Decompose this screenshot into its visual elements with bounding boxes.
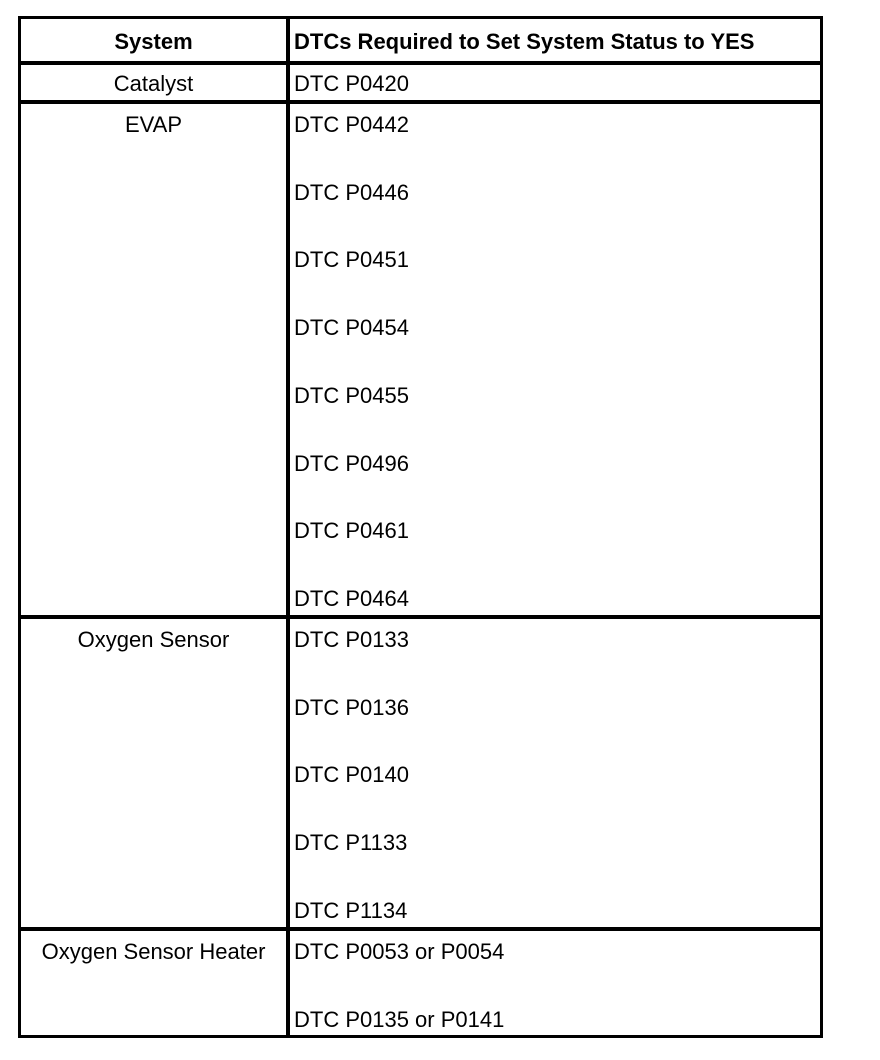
dtc-item: DTC P0496 <box>294 451 409 476</box>
row-separator <box>21 100 820 104</box>
dtc-item: DTC P0053 or P0054 <box>294 939 505 964</box>
dtc-table <box>18 16 823 1038</box>
row-separator <box>21 61 820 65</box>
dtc-item: DTC P0442 <box>294 112 409 137</box>
dtc-item: DTC P0420 <box>294 71 409 96</box>
dtc-item: DTC P0140 <box>294 762 409 787</box>
column-divider <box>286 19 290 1035</box>
header-system: System <box>114 29 193 54</box>
row-separator <box>21 615 820 619</box>
system-oxygen-sensor: Oxygen Sensor <box>77 627 230 652</box>
dtc-item: DTC P0464 <box>294 586 409 611</box>
dtc-item: DTC P1133 <box>294 830 408 855</box>
dtc-item: DTC P0451 <box>294 247 409 272</box>
system-evap: EVAP <box>124 112 183 137</box>
system-oxygen-sensor-heater: Oxygen Sensor Heater <box>41 939 266 964</box>
dtc-item: DTC P1134 <box>294 898 408 923</box>
dtc-item: DTC P0461 <box>294 518 409 543</box>
dtc-item: DTC P0136 <box>294 695 409 720</box>
dtc-item: DTC P0135 or P0141 <box>294 1007 505 1032</box>
system-catalyst: Catalyst <box>113 71 194 96</box>
dtc-item: DTC P0446 <box>294 180 409 205</box>
dtc-item: DTC P0454 <box>294 315 409 340</box>
dtc-item: DTC P0133 <box>294 627 409 652</box>
header-dtcs: DTCs Required to Set System Status to YES <box>294 29 755 54</box>
row-separator <box>21 927 820 931</box>
dtc-item: DTC P0455 <box>294 383 409 408</box>
